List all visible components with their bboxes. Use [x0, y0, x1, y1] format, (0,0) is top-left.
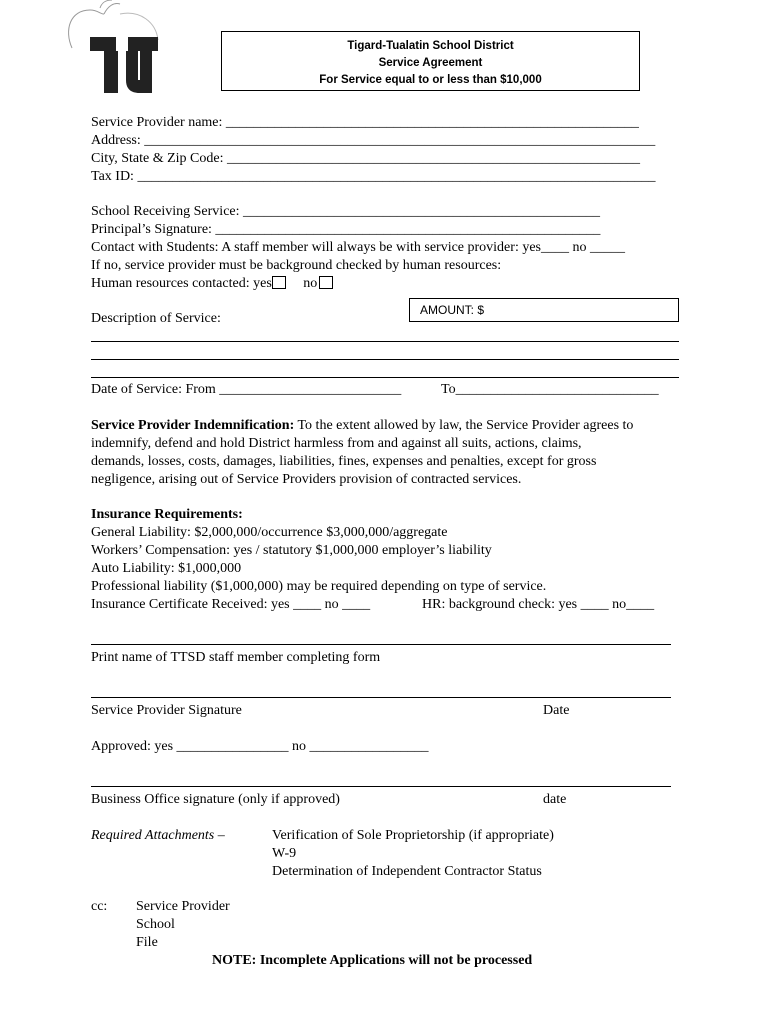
attachment-item: Determination of Independent Contractor Status — [272, 864, 542, 879]
city-state-zip-field[interactable]: City, State & Zip Code: ___________________________________________________________ — [91, 151, 640, 166]
general-liability: General Liability: $2,000,000/occurrence $3,000,000/aggregate — [91, 525, 448, 540]
header-box — [221, 31, 640, 91]
district-name: Tigard-Tualatin School District — [347, 40, 514, 52]
indemnification-line-2: indemnify, defend and hold District harmless from and against all suits, actions, claims, — [91, 436, 582, 451]
cc-item: File — [136, 935, 158, 950]
incomplete-note: NOTE: Incomplete Applications will not be processed — [212, 953, 533, 968]
indemnification-title: Service Provider Indemnification: — [91, 418, 295, 433]
description-line-1[interactable] — [91, 341, 679, 342]
provider-name-field[interactable]: Service Provider name: ___________________________________________________________ — [91, 115, 639, 130]
contact-students-line[interactable]: Contact with Students: A staff member will always be with service provider: yes____ no _____ — [91, 240, 625, 255]
insurance-certificate-field[interactable]: Insurance Certificate Received: yes ____ no ____ — [91, 597, 371, 612]
attachment-item: Verification of Sole Proprietorship (if appropriate) — [272, 828, 554, 843]
indemnification-line-4: negligence, arising out of Service Providers provision of contracted services. — [91, 472, 522, 487]
insurance-title-text: Insurance Requirements: — [91, 507, 243, 522]
description-line-3[interactable] — [91, 377, 679, 378]
tax-id-field[interactable]: Tax ID: __________________________________________________________________________ — [91, 169, 656, 184]
indemnification-text-1: To the extent allowed by law, the Service Provider agrees to — [294, 418, 634, 433]
approved-field[interactable]: Approved: yes ________________ no _________________ — [91, 739, 429, 754]
cc-item: School — [136, 917, 175, 932]
business-signature-line[interactable] — [91, 786, 671, 787]
background-check-note: If no, service provider must be background checked by human resources: — [91, 258, 502, 273]
date-to-field[interactable]: To_____________________________ — [441, 382, 659, 397]
auto-liability: Auto Liability: $1,000,000 — [91, 561, 242, 576]
description-label: Description of Service: — [91, 311, 221, 326]
date-label: Date — [543, 703, 570, 718]
hr-contacted-label: Human resources contacted: yes — [91, 276, 272, 291]
cc-item: Service Provider — [136, 899, 230, 914]
required-attachments-label: Required Attachments – — [91, 828, 225, 843]
provider-signature-label: Service Provider Signature — [91, 703, 242, 718]
staff-name-line[interactable] — [91, 644, 671, 645]
date-from-field[interactable]: Date of Service: From __________________________ — [91, 382, 402, 397]
hr-no-checkbox[interactable] — [319, 276, 333, 289]
form-subtitle: For Service equal to or less than $10,000 — [319, 74, 542, 86]
provider-signature-line[interactable] — [91, 697, 671, 698]
hr-no-label: no — [303, 276, 318, 291]
description-line-2[interactable] — [91, 359, 679, 360]
indemnification-line-1 — [91, 417, 633, 435]
hr-background-check-field[interactable]: HR: background check: yes ____ no____ — [422, 597, 655, 612]
date-lower-label: date — [543, 792, 567, 807]
school-receiving-field[interactable]: School Receiving Service: ___________________________________________________ — [91, 204, 601, 219]
indemnification-line-3: demands, losses, costs, damages, liabilities, fines, expenses and penalties, except for gross — [91, 454, 597, 469]
district-logo — [60, 0, 170, 95]
logo-letters — [170, 0, 171, 1]
principal-signature-field[interactable]: Principal’s Signature: _______________________________________________________ — [91, 222, 601, 237]
address-field[interactable]: Address: _________________________________________________________________________ — [91, 133, 656, 148]
form-title: Service Agreement — [378, 57, 483, 69]
attachment-item: W-9 — [272, 846, 297, 861]
professional-liability: Professional liability ($1,000,000) may be required depending on type of service. — [91, 579, 547, 594]
business-office-label: Business Office signature (only if approved) — [91, 792, 340, 807]
apple-tt-logo-icon — [60, 0, 170, 95]
amount-label: AMOUNT: $ — [420, 303, 485, 317]
hr-yes-checkbox[interactable] — [272, 276, 286, 289]
workers-compensation: Workers’ Compensation: yes / statutory $1,000,000 employer’s liability — [91, 543, 492, 558]
insurance-title — [91, 506, 243, 524]
amount-field[interactable] — [409, 298, 679, 322]
hr-contacted-line — [91, 275, 333, 293]
print-name-label: Print name of TTSD staff member completing form — [91, 650, 381, 665]
cc-label: cc: — [91, 899, 108, 914]
